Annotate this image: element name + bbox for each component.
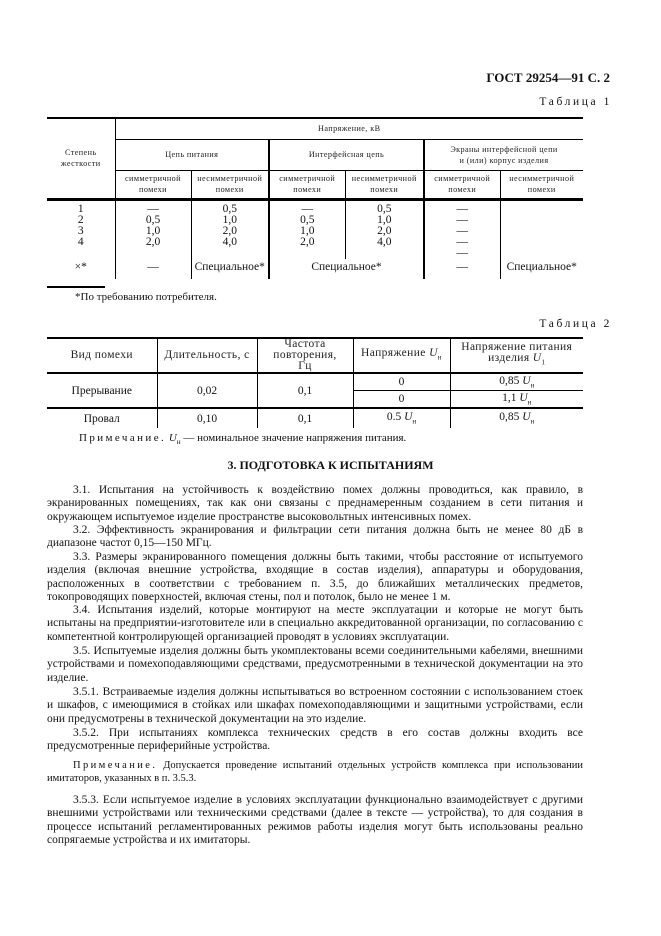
- row-dip-type: Провал: [83, 412, 120, 425]
- voltage-header: Напряжение, кВ: [115, 118, 583, 139]
- row-dip-freq: 0,1: [257, 408, 353, 428]
- th-freq: Частота повторения, Гц: [257, 338, 353, 373]
- iface-sym-values: — 0,5 1,0 2,0: [269, 199, 345, 259]
- group-power: Цепь питания: [115, 139, 269, 170]
- severity-values: 1 2 3 4: [77, 202, 84, 248]
- sub-sym-3: симметричной помехи: [424, 170, 500, 199]
- row-interrupt-s1: 0,85 $U_н$: [450, 373, 583, 390]
- screen-sym-x: —: [424, 259, 500, 279]
- section-title: 3. ПОДГОТОВКА К ИСПЫТАНИЯМ: [227, 458, 434, 472]
- power-asym-values: 0,5 1,0 2,0 4,0: [191, 199, 269, 259]
- table1-footnote: *По требованию потребителя.: [75, 291, 217, 303]
- th-duration: Длительность, с: [157, 338, 257, 373]
- group-screens: Экраны интерфейсной цепи и (или) корпус изделия: [424, 139, 583, 170]
- page-header: ГОСТ 29254—91 С. 2: [486, 70, 610, 85]
- paragraph-3-5-2: 3.5.2. При испытаниях комплекса технических средств в его состав должны входить все предусмотренные периферийные устройства.: [47, 727, 583, 753]
- power-asym-x: Специальное*: [191, 259, 269, 279]
- screen-asym-x: Специальное*: [500, 259, 583, 279]
- table2-note: Примечание. $U_н$ — номинальное значение напряжения питания.: [79, 432, 407, 447]
- power-sym-x: —: [115, 259, 191, 279]
- paragraph-3-2: 3.2. Эффективность экранирования и фильтрации сети питания должна быть не менее 80 дБ в диапазоне частот 0,15—150 МГц.: [47, 524, 583, 550]
- paragraph-3-5-1: 3.5.1. Встраиваемые изделия должны испытываться во встроенном состоянии с использованием стоек и шкафов, с имеющимися в стойках или шкафах помехоподавляющими и защитными устройствами, если они предусмотрены в технической документации на это изделие.: [47, 686, 583, 725]
- row-interrupt-v1: 0: [353, 373, 450, 390]
- row-dip-v: 0.5 $U_н$: [353, 408, 450, 428]
- row-interrupt-type: Прерывание: [47, 373, 157, 408]
- th-type: Вид помехи: [47, 338, 157, 373]
- sub-sym-2: симметричной помехи: [269, 170, 345, 199]
- table-1: [47, 117, 583, 279]
- paragraph-3-4: 3.4. Испытания изделий, которые монтируют на месте эксплуатации и которые не могут быть испытаны на предприятии-изготовителе или в специально аккредитованной организации, по согласованию с компетентной контролирующей организацией проводят в условиях эксплуатации.: [47, 604, 583, 643]
- row-interrupt-freq: 0,1: [257, 373, 353, 408]
- row-interrupt-duration: 0,02: [157, 373, 257, 408]
- row-interrupt-s2: 1,1 $U_н$: [450, 390, 583, 408]
- table1-caption: Таблица 1: [539, 96, 612, 108]
- sub-asym-3: несимметричной помехи: [500, 170, 583, 199]
- screen-sym-values: — — — — —: [424, 199, 500, 259]
- severity-x: ×*: [74, 261, 87, 273]
- section-note: Примечание. Допускается проведение испытаний отдельных устройств комплекса при использовании имитаторов, указанных в п. 3.5.3.: [47, 760, 584, 784]
- table-2: [47, 337, 583, 428]
- sub-asym-2: несимметричной помехи: [345, 170, 424, 199]
- table2-caption: Таблица 2: [539, 318, 612, 330]
- power-sym-values: — 0,5 1,0 2,0: [115, 199, 191, 259]
- row-interrupt-v2: 0: [353, 390, 450, 408]
- group-interface: Интерфейсная цепь: [269, 139, 424, 170]
- sub-sym-1: симметричной помехи: [115, 170, 191, 199]
- row-dip-s: 0,85 $U_н$: [450, 408, 583, 428]
- stub-header: Степень жесткости: [47, 118, 115, 199]
- paragraph-3-5-3: 3.5.3. Если испытуемое изделие в условиях эксплуатации функционально взаимодействует с другими внешними устройствами или техническими средствами (далее в тексте — устройства), то для создания в процессе испытаний регламентированных режимов работы изделия могут быть использованы реально сопрягаемые устройства и их имитаторы.: [47, 794, 583, 847]
- paragraph-3-3: 3.3. Размеры экранированного помещения должны быть такими, чтобы расстояние от испытуемого изделия (включая внешние устройства, входящие в состав изделия), аппаратуры и оборудования, расположенных в соответствии с требованием п. 3.5, до ближайших металлических предметов, токопроводящих поверхностей, включая стены, пол и потолок, было не менее 1 м.: [47, 551, 583, 604]
- paragraph-3-1: 3.1. Испытания на устойчивость к воздействию помех должны проводиться, как правило, в экранированных помещениях, так как они связаны с преднамеренным созданием в сети питания и окружающем испытуемое изделие пространстве высоковольтных интенсивных помех.: [47, 484, 583, 523]
- iface-x: Специальное*: [269, 259, 424, 279]
- iface-asym-values: 0,5 1,0 2,0 4,0: [345, 199, 424, 259]
- th-voltage: Напряжение $U_н$: [353, 338, 450, 373]
- sub-asym-1: несимметричной помехи: [191, 170, 269, 199]
- row-dip-duration: 0,10: [157, 408, 257, 428]
- screen-asym-values: [500, 199, 583, 259]
- paragraph-3-5: 3.5. Испытуемые изделия должны быть укомплектованы всеми соединительными кабелями, внешними устройствами и помехоподавляющими средствами, предусмотренными в технической документации на это изделие.: [47, 645, 583, 684]
- footnote-rule: [47, 286, 105, 288]
- th-supply: Напряжение питания изделия $U_1$: [450, 338, 583, 373]
